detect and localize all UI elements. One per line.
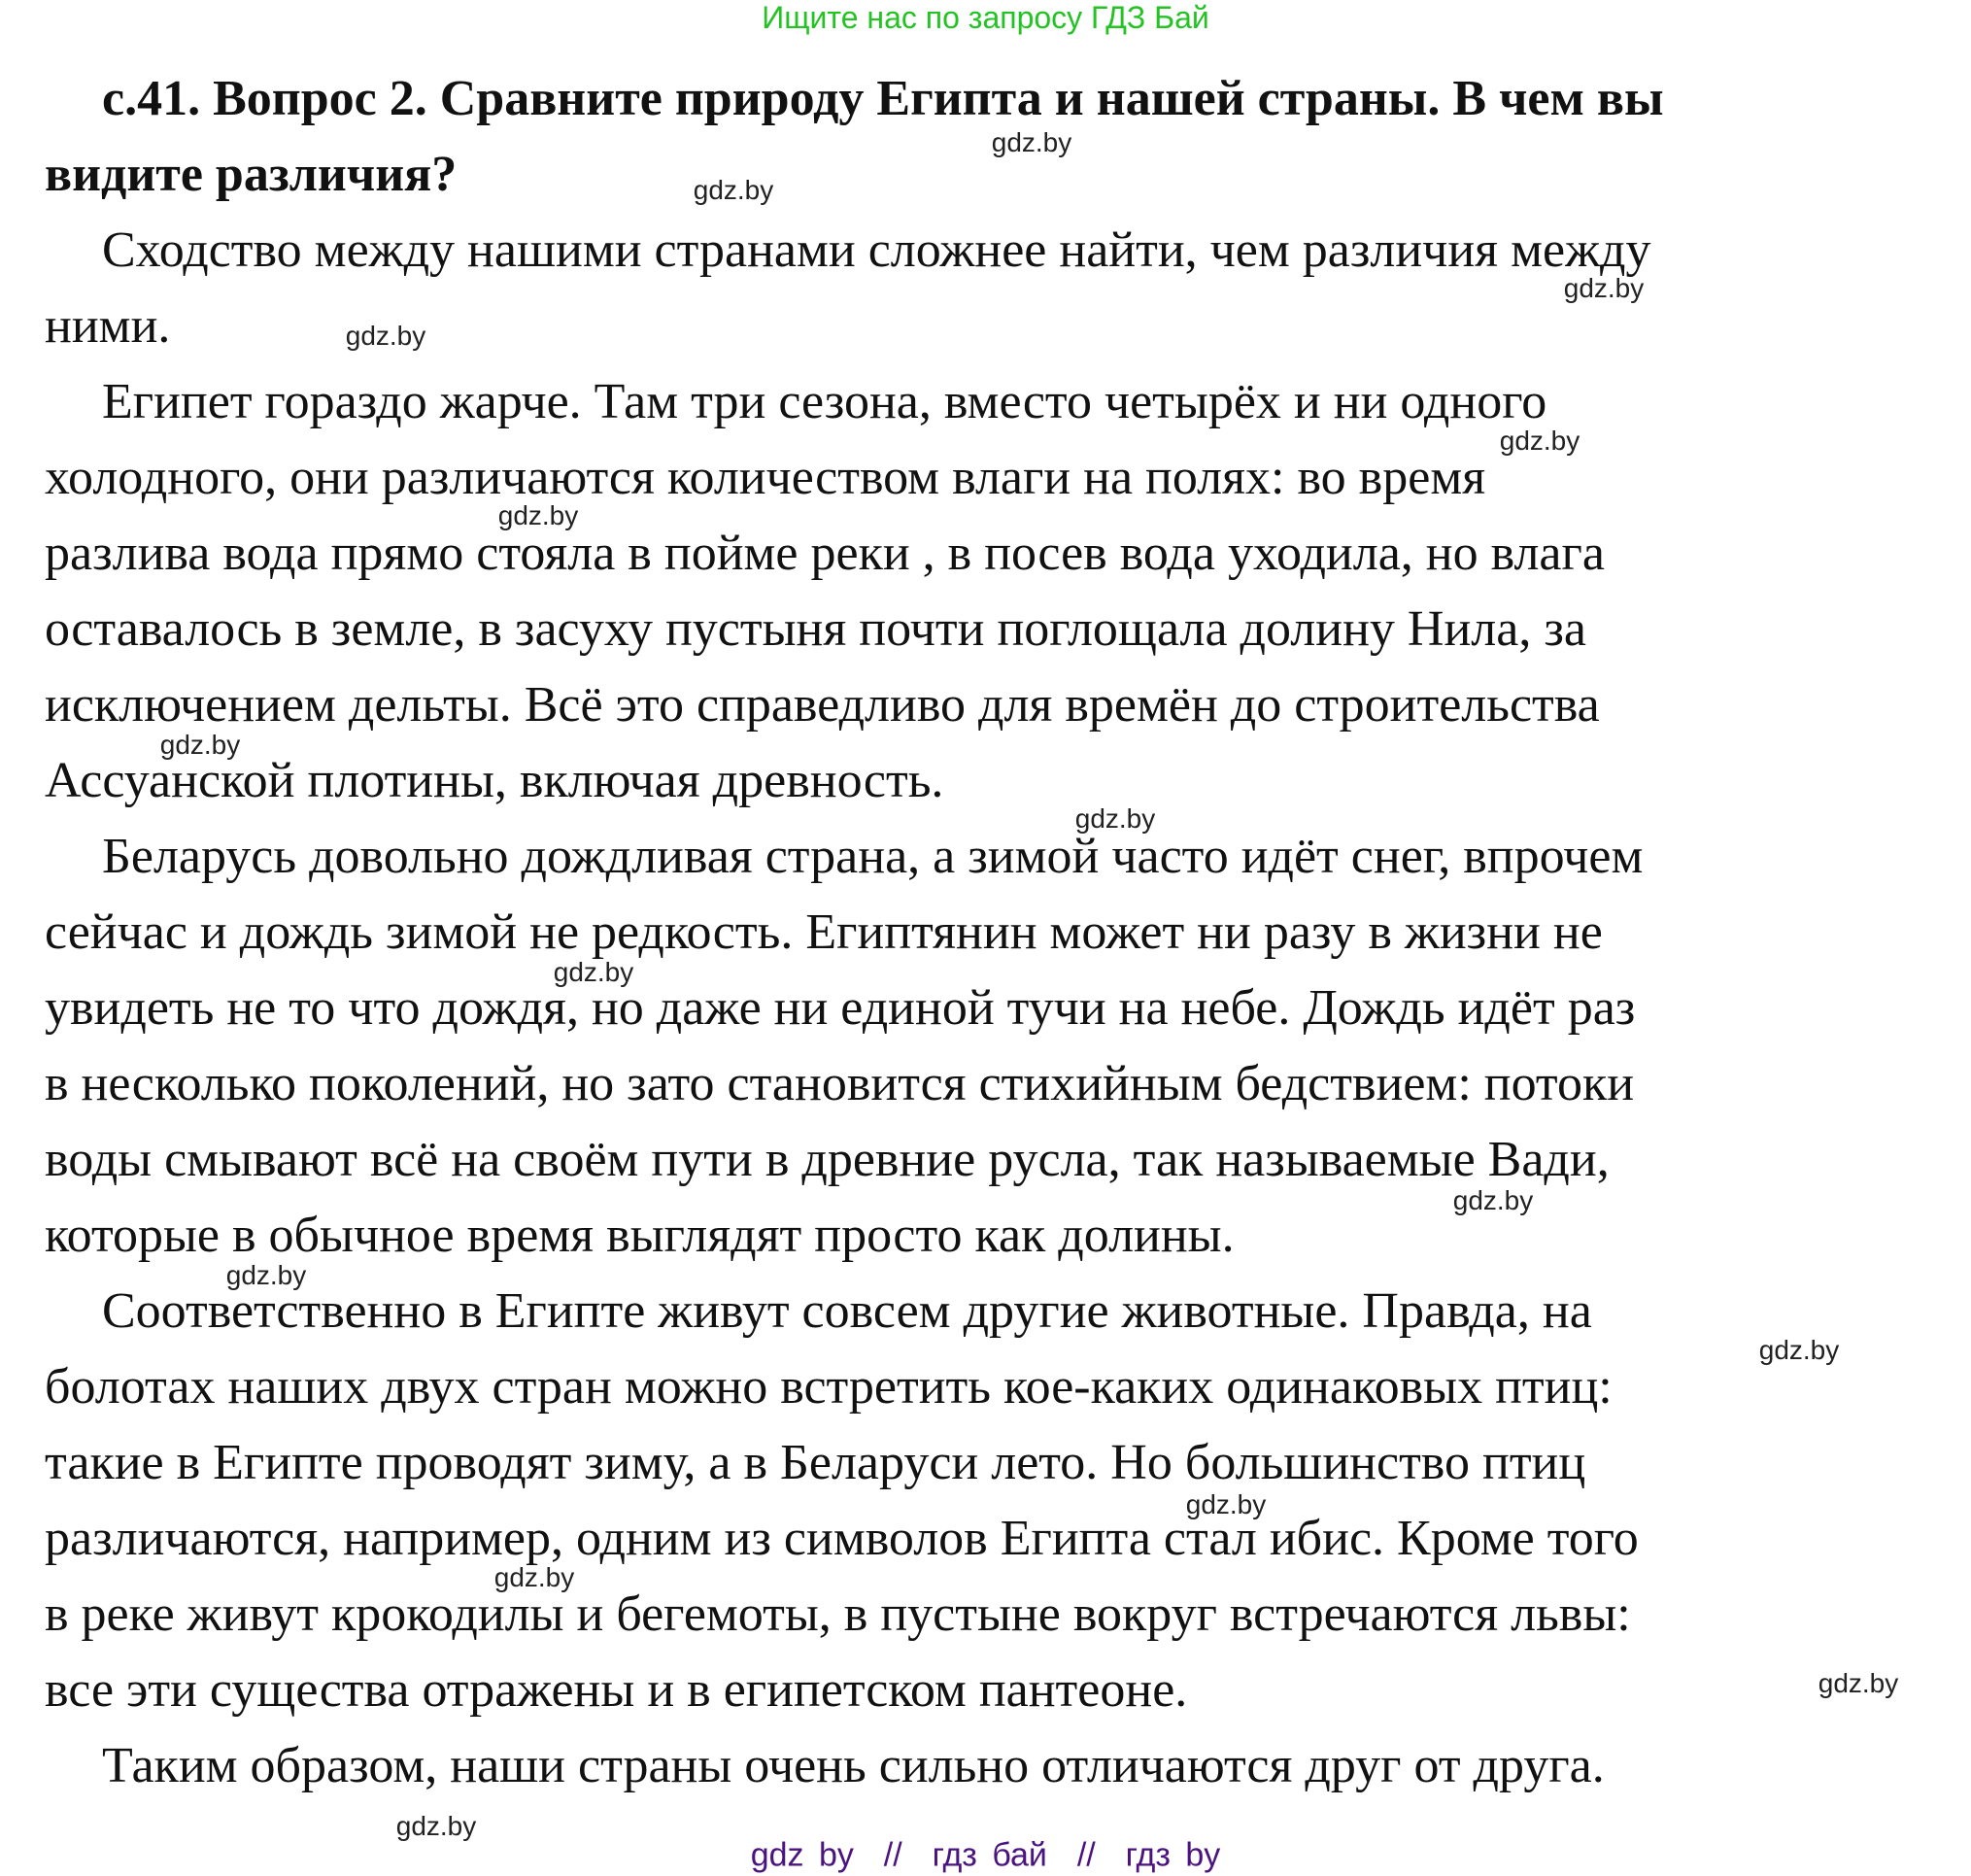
body-line: различаются, например, одним из символов Египта стал ибис. Кроме того [45, 1511, 1639, 1566]
body-line: Таким образом, наши страны очень сильно отличаются друг от друга. [102, 1738, 1605, 1793]
watermark: gdz.by [225, 1260, 307, 1290]
watermark: gdz.by [553, 957, 634, 987]
body-line: ними. [45, 298, 171, 354]
watermark: gdz.by [1563, 273, 1645, 303]
watermark: gdz.by [395, 1811, 477, 1841]
footer-links: gdz by // гдз бай // гдз by [750, 1836, 1221, 1874]
watermark: gdz.by [1185, 1489, 1267, 1519]
body-line: Ассуанской плотины, включая древность. [45, 753, 944, 808]
body-line: все эти существа отражены и в египетском пантеоне. [45, 1662, 1188, 1718]
body-line: исключением дельты. Всё это справедливо для времён до строительства [45, 677, 1600, 733]
watermark: gdz.by [1452, 1185, 1534, 1215]
body-line: Беларусь довольно дождливая страна, а зимой часто идёт снег, впрочем [102, 829, 1644, 884]
question-heading-line-2: видите различия? [45, 147, 458, 202]
watermark: gdz.by [1074, 803, 1156, 834]
watermark: gdz.by [493, 1562, 575, 1592]
body-line: сейчас и дождь зимой не редкость. Египтянин может ни разу в жизни не [45, 904, 1603, 960]
body-line: разлива вода прямо стояла в пойме реки , в посев вода уходила, но влага [45, 526, 1605, 581]
watermark: gdz.by [1499, 426, 1580, 456]
watermark: gdz.by [1758, 1335, 1840, 1365]
body-line: воды смывают всё на своём пути в древние русла, так называемые Вади, [45, 1132, 1610, 1187]
body-line: оставалось в земле, в засуху пустыня почти поглощала долину Нила, за [45, 601, 1586, 657]
body-line: такие в Египте проводят зиму, а в Беларуси лето. Но большинство птиц [45, 1435, 1586, 1490]
watermark: gdz.by [159, 730, 241, 760]
body-line: которые в обычное время выглядят просто как долины. [45, 1208, 1235, 1263]
body-line: Сходство между нашими странами сложнее найти, чем различия между [102, 222, 1651, 278]
body-line: в реке живут крокодилы и бегемоты, в пустыне вокруг встречаются львы: [45, 1586, 1631, 1642]
body-line: Соответственно в Египте живут совсем другие животные. Правда, на [102, 1283, 1592, 1339]
body-line: Египет гораздо жарче. Там три сезона, вместо четырёх и ни одного [102, 374, 1547, 429]
header-banner: Ищите нас по запросу ГДЗ Бай [762, 0, 1209, 35]
watermark: gdz.by [991, 127, 1072, 157]
body-line: в несколько поколений, но зато становится стихийным бедствием: потоки [45, 1056, 1635, 1111]
question-heading-line-1: с.41. Вопрос 2. Сравните природу Египта и нашей страны. В чем вы [102, 71, 1664, 126]
watermark: gdz.by [497, 500, 579, 530]
watermark: gdz.by [345, 321, 426, 351]
body-line: холодного, они различаются количеством влаги на полях: во время [45, 450, 1486, 505]
watermark: gdz.by [1818, 1668, 1899, 1698]
watermark: gdz.by [693, 175, 774, 205]
body-line: увидеть не то что дождя, но даже ни единой тучи на небе. Дождь идёт раз [45, 980, 1636, 1036]
body-line: болотах наших двух стран можно встретить кое-каких одинаковых птиц: [45, 1359, 1613, 1415]
